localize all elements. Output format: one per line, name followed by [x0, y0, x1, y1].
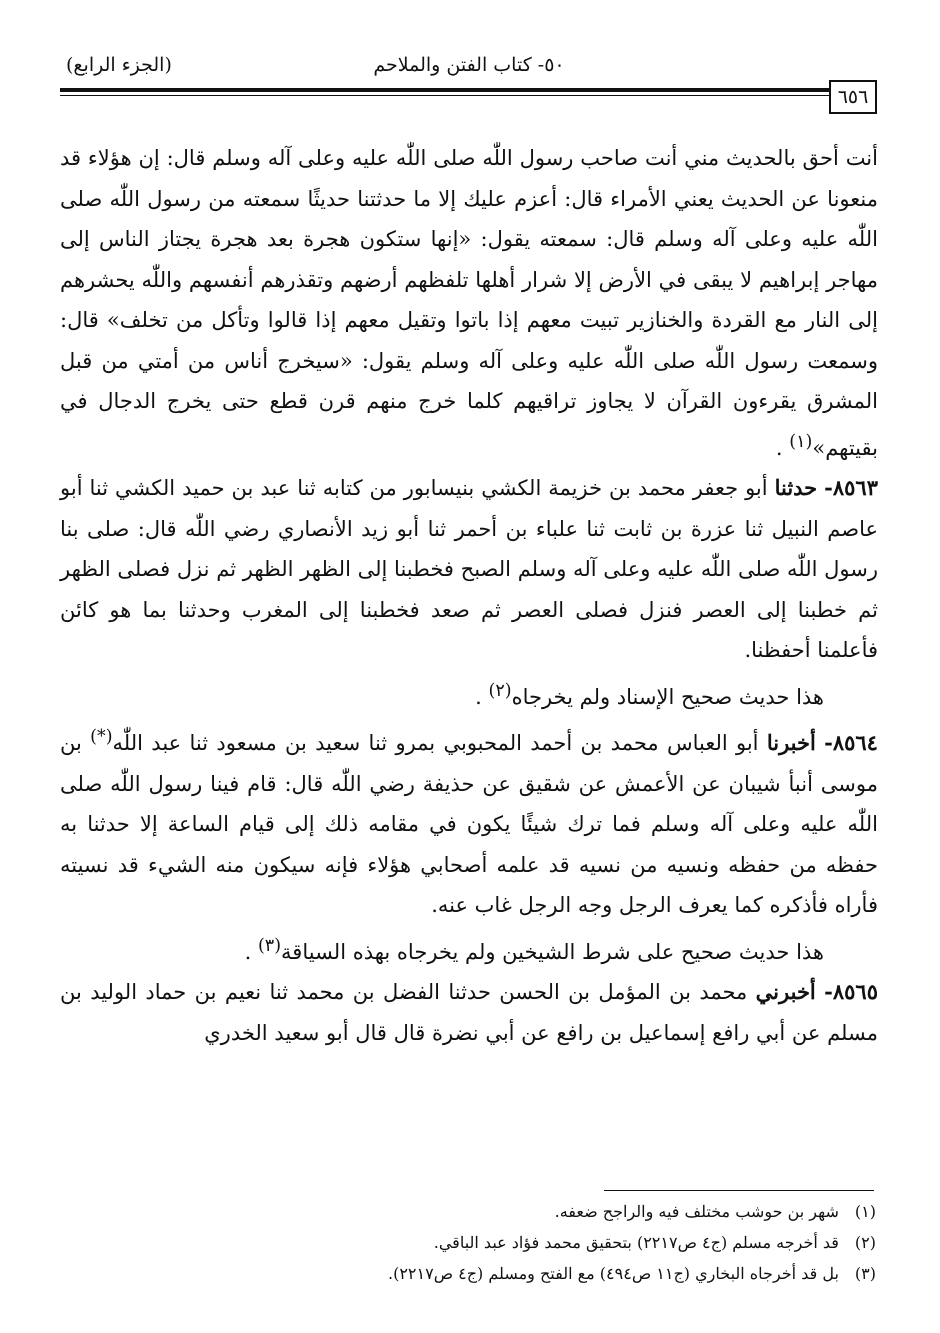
- header-rule-thin: [60, 95, 830, 96]
- hadith-text: محمد بن المؤمل بن الحسن حدثنا الفضل بن محمد ثنا نعيم بن حماد الوليد بن مسلم عن أبي رافع إسماعيل بن رافع عن أبي نضرة قال قال أبو سعيد الخدري: [60, 980, 878, 1045]
- footnote-separator: [604, 1190, 874, 1191]
- hadith-text: أبو جعفر محمد بن خزيمة الكشي بنيسابور من كتابه ثنا عبد بن حميد الكشي ثنا أبو عاصم النبيل ثنا عزرة بن ثابت ثنا علباء بن أحمر ثنا أبو زيد الأنصاري رضي اللّٰه قال: صلى بنا رسول اللّٰه صلى اللّٰه عليه وعلى آله وسلم الصبح فخطبنا إلى الظهر الظهر ثم نزل فصلى الظهر ثم خطبنا إلى العصر فنزل فصلى العصر ثم صعد فخطبنا إلى المغرب وحدثنا بما هو كائن فأعلمنا أحفظنا.: [60, 476, 878, 662]
- footnote: [60, 1258, 876, 1289]
- hadith-lead: أخبرنا: [766, 730, 816, 755]
- hadith-number: ٨٥٦٥-: [824, 979, 878, 1004]
- footnote-ref: (٣): [257, 935, 282, 956]
- footnote-text: شهر بن حوشب مختلف فيه والراجح ضعفه.: [554, 1202, 839, 1221]
- hadith-grading: [60, 926, 878, 973]
- hadith-text: أبو العباس محمد بن أحمد المحبوبي بمرو ثنا سعيد بن مسعود ثنا عبد اللّٰه: [112, 731, 767, 755]
- header-rule-thick: [60, 88, 830, 92]
- sentence-end: .: [244, 939, 258, 964]
- book-title: ٥٠- كتاب الفتن والملاحم: [373, 54, 565, 76]
- footnote-text: قد أخرجه مسلم (ج٤ ص٢٢١٧) بتحقيق محمد فؤاد عبد الباقي.: [433, 1233, 839, 1252]
- hadith-number: ٨٥٦٣-: [824, 475, 878, 500]
- hadith-8564: [60, 717, 878, 926]
- sentence-end: .: [775, 435, 790, 460]
- grading-text: هذا حديث صحيح الإسناد ولم يخرجاه: [511, 684, 824, 709]
- hadith-8565: [60, 972, 878, 1053]
- footnote-text: بل قد أخرجاه البخاري (ج١١ ص٤٩٤) مع الفتح ومسلم (ج٤ ص٢٢١٧).: [387, 1264, 839, 1283]
- grading-text: هذا حديث صحيح على شرط الشيخين ولم يخرجاه بهذه السياقة: [281, 939, 824, 964]
- footnote-number: (٢): [854, 1233, 876, 1252]
- hadith-lead: حدثنا: [774, 475, 818, 500]
- hadith-lead: أخبرني: [755, 979, 816, 1004]
- footnote-ref: (*): [90, 727, 113, 747]
- running-header: [60, 48, 878, 82]
- volume-label: (الجزء الرابع): [66, 54, 172, 76]
- footnote-ref: (١): [789, 431, 813, 452]
- sentence-end: .: [475, 684, 489, 709]
- footnote: [60, 1227, 876, 1258]
- footnote-number: (١): [854, 1202, 876, 1221]
- main-text: [60, 138, 878, 1053]
- hadith-number: ٨٥٦٤-: [824, 730, 878, 755]
- footnotes: [60, 1196, 876, 1289]
- hadith-grading: [60, 671, 878, 718]
- hadith-8563: [60, 468, 878, 671]
- footnote-ref: (٢): [488, 680, 512, 701]
- hadith-text-cont: بن موسى أنبأ شيبان عن الأعمش عن شقيق عن حذيفة رضي اللّٰه قال: قام فينا رسول اللّٰه صلى اللّٰه عليه وعلى آله وسلم فما ترك شيئًا يكون في مقامه ذلك إلى قيام الساعة إلا حدثنا به حفظه من حفظه ونسيه من نسيه قد علمه أصحابي هؤلاء فإنه سيكون منه الشيء قد نسيته فأراه فأذكره كما يعرف الرجل وجه الرجل غاب عنه.: [60, 731, 878, 917]
- footnote: [60, 1196, 876, 1227]
- footnote-number: (٣): [854, 1264, 876, 1283]
- paragraph-text: أنت أحق بالحديث مني أنت صاحب رسول اللّٰه صلى اللّٰه عليه وعلى آله وسلم قال: إن هؤلاء قد منعونا عن الحديث يعني الأمراء قال: أعزم عليك إلا ما حدثتنا حديثًا سمعته من رسول اللّٰه صلى اللّٰه عليه وعلى آله وسلم قال: سمعته يقول: «إنها ستكون هجرة بعد هجرة يجتاز الناس إلى مهاجر إبراهيم لا يبقى في الأرض إلا شرار أهلها تلفظهم أرضهم وتقذرهم أنفسهم واللّٰه يحشرهم إلى النار مع القردة والخنازير تبيت معهم إذا باتوا وتقيل معهم إذا قالوا وتأكل من تخلف» قال: وسمعت رسول اللّٰه صلى اللّٰه عليه وعلى آله وسلم يقول: «سيخرج أناس من أمتي من قبل المشرق يقرءون القرآن لا يجاوز تراقيهم كلما خرج منهم قرن قطع حتى يخرج الدجال في بقيتهم»: [60, 146, 878, 460]
- page-number: ٦٥٦: [829, 80, 877, 114]
- hadith-continuation: [60, 138, 878, 468]
